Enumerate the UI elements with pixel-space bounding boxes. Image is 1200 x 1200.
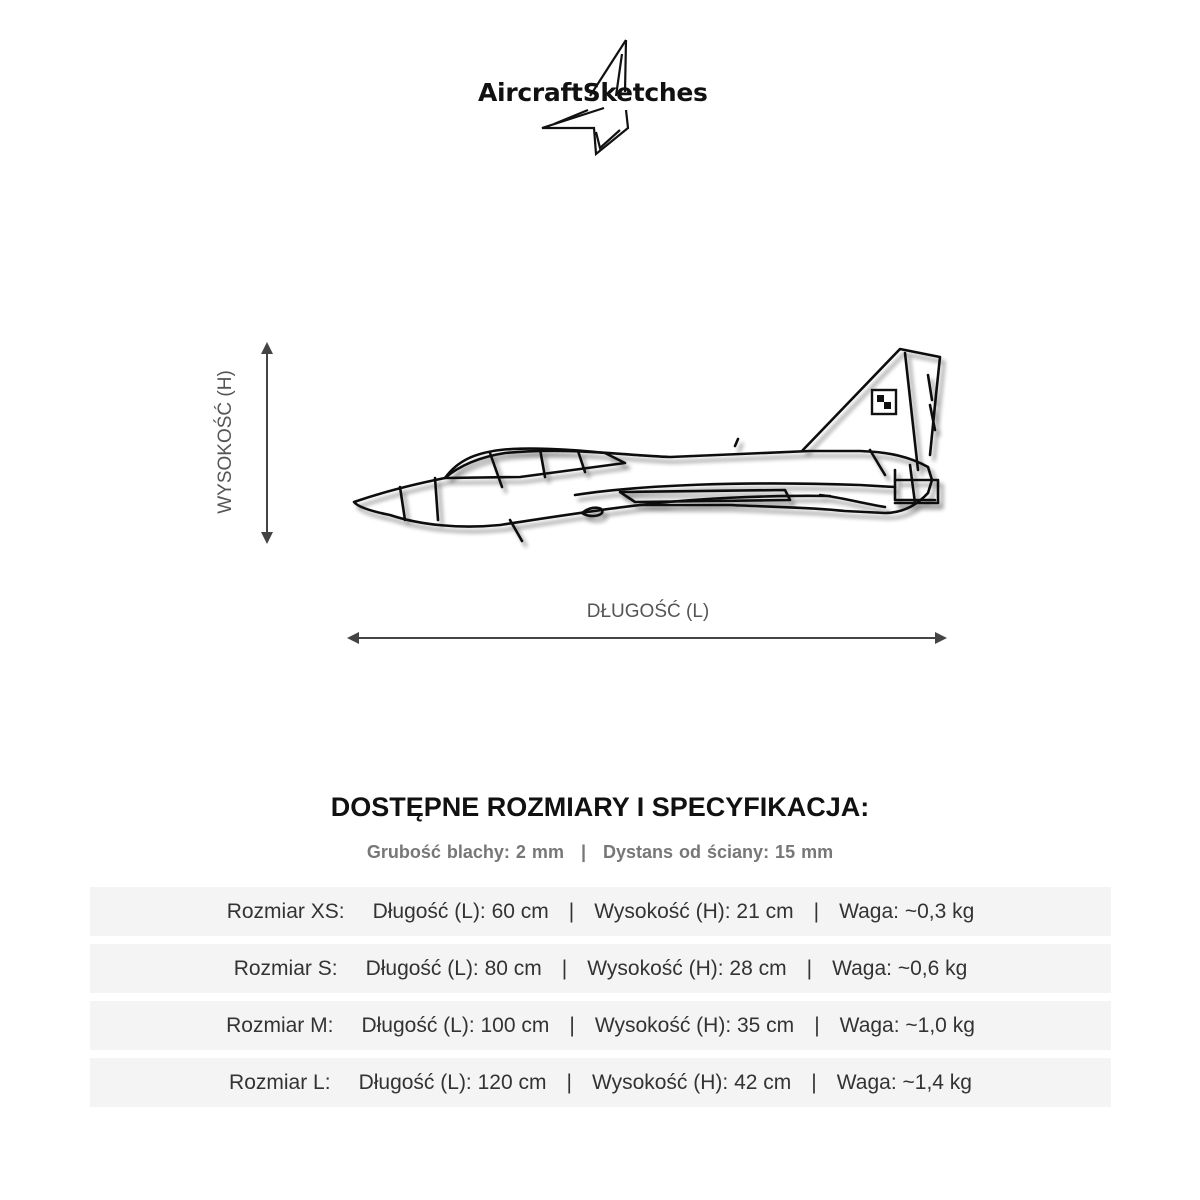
separator: |: [566, 1070, 572, 1094]
separator: |: [814, 1013, 820, 1037]
separator: |: [813, 899, 820, 923]
size-weight: Waga: ~1,0 kg: [839, 1013, 975, 1037]
separator: |: [569, 1013, 575, 1037]
separator: |: [806, 956, 813, 980]
size-row-s: [90, 944, 1111, 993]
specs-title: DOSTĘPNE ROZMIARY I SPECYFIKACJA:: [330, 792, 870, 822]
height-dimension-arrow-icon: [255, 340, 279, 550]
size-length: Długość (L): 120 cm: [358, 1070, 547, 1094]
brand-name: AircraftSketches: [478, 78, 708, 107]
separator: |: [568, 899, 575, 923]
separator: |: [811, 1070, 817, 1094]
size-name: Rozmiar XS:: [226, 899, 345, 923]
specs-subtitle: [0, 842, 1200, 863]
size-weight: Waga: ~0,3 kg: [839, 899, 975, 923]
sheet-thickness: Grubość blachy: 2 mm: [366, 842, 564, 862]
roundel-icon: [872, 390, 896, 414]
wall-distance: Dystans od ściany: 15 mm: [603, 842, 834, 862]
size-weight: Waga: ~0,6 kg: [832, 956, 968, 980]
size-height: Wysokość (H): 21 cm: [594, 899, 794, 923]
separator: |: [561, 956, 568, 980]
size-table: [90, 887, 1111, 1115]
size-length: Długość (L): 80 cm: [365, 956, 542, 980]
size-name: Rozmiar S:: [233, 956, 338, 980]
height-label: WYSOKOŚĆ (H): [215, 370, 236, 514]
aircraft-silhouette: [340, 335, 950, 560]
separator: |: [580, 842, 586, 862]
size-name: Rozmiar M:: [226, 1013, 334, 1037]
size-name: Rozmiar L:: [229, 1070, 331, 1094]
size-height: Wysokość (H): 28 cm: [587, 956, 787, 980]
size-row-xs: [90, 887, 1111, 936]
size-weight: Waga: ~1,4 kg: [836, 1070, 972, 1094]
size-height: Wysokość (H): 35 cm: [594, 1013, 795, 1037]
brand-logo: [470, 36, 730, 160]
size-length: Długość (L): 60 cm: [372, 899, 549, 923]
length-dimension-arrow-icon: [345, 628, 950, 648]
size-row-l: [90, 1058, 1111, 1107]
size-height: Wysokość (H): 42 cm: [591, 1070, 792, 1094]
length-label: DŁUGOŚĆ (L): [586, 601, 710, 622]
size-row-m: [90, 1001, 1111, 1050]
size-length: Długość (L): 100 cm: [361, 1013, 550, 1037]
